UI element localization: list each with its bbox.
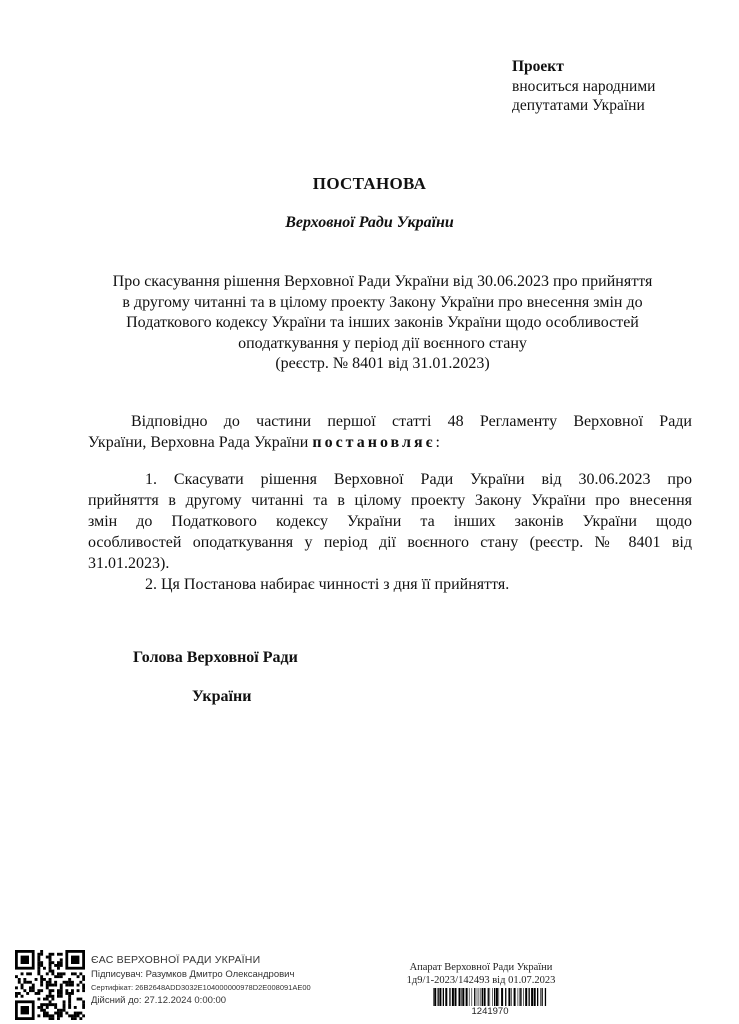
digital-signature-block <box>91 954 311 1006</box>
project-label: Проект <box>512 58 564 75</box>
project-line-2: вноситься народними <box>512 77 656 95</box>
item1-line-5: 31.01.2023). <box>88 555 170 572</box>
eds-valid-until: Дійсний до: 27.12.2024 0:00:00 <box>91 995 227 1006</box>
preamble-colon: : <box>435 434 440 451</box>
about-line: (реєстр. № 8401 від 31.01.2023) <box>275 355 490 372</box>
about-line: оподаткування у період дії воєнного стану <box>238 334 527 352</box>
barcode-icon <box>433 988 547 1006</box>
barcode-number: 1241970 <box>471 1006 509 1017</box>
enacting-word: постановляє <box>312 434 436 451</box>
registration-stamp <box>400 961 562 987</box>
qr-code-icon <box>15 950 85 1020</box>
about-line: в другому читанні та в цілому проекту Закону України про внесення змін до <box>122 293 643 311</box>
signature-title-line-1: Голова Верховної Ради <box>133 649 298 666</box>
stamp-reg-number: 1д9/1-2023/142493 від 01.07.2023 <box>406 975 556 986</box>
eds-signer: Підписувач: Разумков Дмитро Олександрович <box>91 969 295 980</box>
preamble-text: України, Верховна Рада України <box>88 434 309 451</box>
about-line: Про скасування рішення Верховної Ради України від 30.06.2023 про прийняття <box>112 273 653 290</box>
item1-line-3: змін до Податкового кодексу України та інших законів України щодо <box>88 513 692 530</box>
document-subtitle: Верховної Ради України <box>285 214 454 231</box>
project-note <box>512 57 655 116</box>
signature-title-line-2: України <box>192 688 252 705</box>
item1-line-2: прийняття в другому читанні та в цілому проекту Закону України про внесення <box>88 492 692 509</box>
item1-line-1: 1. Скасувати рішення Верховної Ради України від 30.06.2023 про <box>145 471 692 488</box>
item2-text: 2. Ця Постанова набирає чинності з дня її прийняття. <box>145 576 510 593</box>
stamp-apparatus: Апарат Верховної Ради України <box>409 962 553 973</box>
project-line-3: депутатами України <box>512 97 645 114</box>
document-title: ПОСТАНОВА <box>312 174 427 193</box>
eds-header: ЄАС ВЕРХОВНОЇ РАДИ УКРАЇНИ <box>91 954 261 966</box>
preamble-line-1: Відповідно до частини першої статті 48 Регламенту Верховної Ради <box>131 413 692 430</box>
about-line: Податкового кодексу України та інших законів України щодо особливостей <box>126 314 639 331</box>
about-block <box>80 272 685 375</box>
item1-line-4: особливостей оподаткування у період дії воєнного стану (реєстр. № 8401 від <box>88 534 692 551</box>
preamble-line-2 <box>88 434 440 452</box>
eds-certificate: Сертифікат: 26B2648ADD3032E104000000978D2E008091AE00 <box>91 983 311 992</box>
